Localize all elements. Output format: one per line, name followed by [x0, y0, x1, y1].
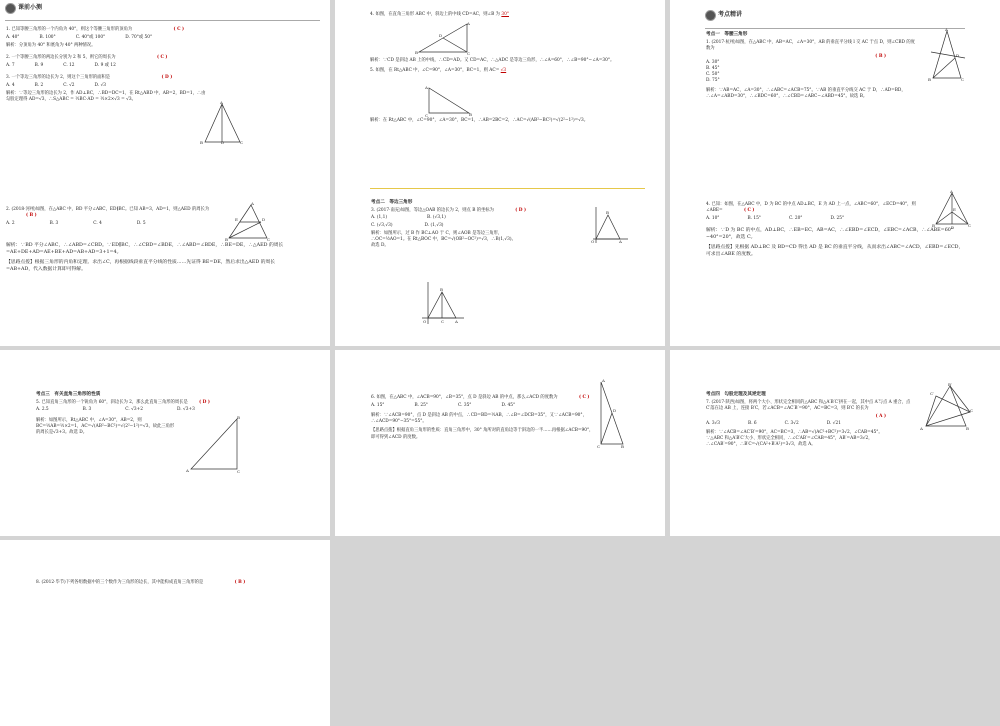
topic-heading: 考点三 有关直角三角形的性质: [36, 392, 101, 397]
answer: ( C ): [156, 55, 168, 61]
explanation: 解析：如图所示，Rt△ABC 中，∠A=30°，AB=2，则 BC=½AB=½×2=1，AC=√(AB²−BC²)=√(2²−1²)=√3，故此三角形的周长是√3+3。故选 D。: [36, 417, 175, 436]
explanation-block: [370, 118, 650, 126]
answer: ( D ): [515, 207, 527, 213]
option: A. 2.5: [36, 407, 49, 413]
option: A. (1,1): [371, 215, 388, 221]
slide-4-content-b: [6, 243, 296, 275]
option: D. √3+3: [176, 407, 195, 413]
svg-text:D: D: [956, 53, 960, 58]
option: B. 9: [34, 62, 44, 68]
option: C. 20°: [788, 215, 803, 221]
explanation: 解析：∵CD 是斜边 AB 上的中线，∴CD=AD。又 CD=AC，∴△ADC 是等边三角形，∴∠A=60°，∴∠B=90°−∠A=30°。: [370, 58, 615, 63]
svg-text:D: D: [221, 140, 225, 145]
option: D. 25°: [830, 215, 845, 221]
slide-10: [0, 540, 330, 726]
section-logo: [5, 3, 42, 14]
svg-text:B: B: [966, 426, 969, 431]
svg-text:C: C: [467, 51, 471, 56]
slide-2: [335, 0, 665, 186]
tip: 【思路点拨】根据直角三角形的性质：直角三角形中，30° 角所对的直角边等于斜边的一半……再根据∠ACB=90°，即可得到∠ACD 的度数。: [371, 428, 594, 440]
slide-4-content: [6, 207, 221, 241]
two-triangles-figure: [920, 382, 975, 432]
isosceles-triangle-figure: [925, 28, 970, 83]
section-logo: [705, 10, 742, 21]
explanation: 解析：∵D 为 BC 的中点，AD⊥BC，∴EB=EC，AB=AC，∴∠EBD=∠ECD，∠EBC=∠ACB，∴∠ABE=60°−40°=20°，故选 C。: [706, 228, 954, 240]
section-header: 考点精讲: [718, 11, 743, 19]
question-text: 3. (2017·南充)如图，等边△OAB 的边长为 2，则点 B 的坐标为: [371, 207, 494, 213]
svg-text:A: A: [467, 22, 470, 26]
svg-text:C: C: [267, 237, 271, 242]
option: C. (√3,√3): [371, 222, 393, 228]
svg-text:D: D: [613, 408, 617, 413]
svg-text:B: B: [225, 237, 228, 242]
question-text: 7. (2017·陕西)如图，将两个大小、形状完全相同的△ABC 和△A′B′C′拼在一起，其中点 A′与点 A 重合，点 C′落在边 AB 上，连接 B′C，若∠ACB=∠AC′B′=90°，AC=BC=3，则 B′C 的长为: [706, 399, 911, 411]
option: D. 75°: [706, 78, 720, 84]
question-text: 5. 如图，在 Rt△ABC 中，∠C=90°，∠A=30°，BC=1，则 AC=: [370, 68, 500, 74]
svg-text:E: E: [235, 217, 238, 222]
option: B. 3: [49, 220, 59, 226]
explanation: 解析：在 Rt△ABC 中，∠C=90°，∠A=30°，BC=1，∴AB=2BC=2，∴AC=√(AB²−BC²)=√(2²−1²)=√3。: [370, 118, 589, 123]
svg-text:A: A: [602, 378, 605, 383]
option: C. 3√2: [784, 420, 799, 426]
question-text: 1. 已知等腰三角形的一个内角为 40°，则这个等腰三角形的顶角为: [6, 27, 133, 32]
right-triangle-figure: [425, 85, 475, 117]
option: B. 3: [82, 407, 92, 413]
triangle-figure: [932, 190, 972, 230]
question-text: 5. 已知直角三角形的一个锐角为 60°，斜边长为 2，那么此直角三角形的周长是: [36, 399, 188, 405]
svg-text:B: B: [200, 140, 203, 145]
option: C. 4: [93, 220, 102, 226]
option: D. √3: [94, 82, 107, 88]
slide-6-content: [706, 202, 926, 228]
svg-text:B: B: [606, 210, 609, 215]
slide-2-content: [370, 12, 650, 20]
svg-text:B′: B′: [948, 382, 952, 387]
explanation: 解析：∵AB=AC，∠A=30°，∴∠ABC=∠ACB=75°。∵AB 的垂直平分线交 AC 于 D，∴AD=BD，∴∠A=∠ABD=30°，∴∠BDC=60°，∴∠CBD=∠ABC−∠ABD=45°。故选 B。: [706, 87, 906, 99]
option: A. 15°: [371, 402, 385, 408]
question-text: 6. 如图，在△ABC 中，∠ACB=90°，∠B=35°，点 D 是斜边 AB 的中点，那么∠ACD 的度数为: [371, 395, 558, 400]
svg-text:A: A: [920, 426, 923, 431]
option: B. (√3,1): [427, 215, 446, 221]
slide-9-content: [706, 392, 911, 450]
option: D. 5: [136, 220, 146, 226]
right-triangle-figure: [415, 22, 475, 57]
slide-3: [670, 0, 1000, 186]
slide-9: [670, 350, 1000, 536]
coordinate-triangle-figure: [420, 280, 465, 325]
question-text: 2. (2018·河州)如图，在△ABC 中，BD 平分∠ABC，ED∥BC。已知 AB=3，AD=1，则△AED 的周长为: [6, 207, 210, 212]
svg-text:D: D: [439, 33, 443, 38]
option: B. 100°: [39, 34, 56, 40]
answer: ( C ): [578, 395, 590, 400]
svg-text:B: B: [415, 50, 418, 55]
svg-text:D: D: [262, 217, 266, 222]
svg-text:B: B: [932, 223, 935, 228]
svg-text:D: D: [951, 225, 955, 230]
explanation: 解析：∵∠ACB=∠AC′B′=90°，AC=BC=3，∴AB=√(AC²+BC²)=3√2，∠CAB=45°。∵△ABC 和△A′B′C′大小、形状完全相同，∴∠C′AB′=∠CAB=45°，AB′=AB=3√2，∴∠CAB′=90°，∴B′C=√(CA²+B′A²)=3√3，故选 A。: [706, 430, 883, 448]
explanation: 解析：∵BD 平分∠ABC，∴∠ABD=∠CBD。∵ED∥BC，∴∠CBD=∠BDE，∴∠ABD=∠BDE，∴BE=DE，∴△AED 的周长=AE+DE+AD=AE+BE+AD=AB+AD=3+1=4。: [6, 243, 284, 255]
question-text: 4. 如图，在直角三角形 ABC 中，斜边上的中线 CD=AC，则∠B 为: [370, 12, 500, 17]
svg-text:C: C: [968, 223, 972, 228]
badge-icon: [5, 3, 16, 14]
explanation: 解析：∵∠ACB=90°，点 D 是斜边 AB 的中点，∴CD=BD=½AB，∴∠B=∠DCB=35°，又∵∠ACB=90°，∴∠ACD=90°−35°=55°。: [371, 412, 587, 425]
option: B. 15°: [747, 215, 761, 221]
option: A. 10°: [706, 215, 720, 221]
header-bar: [370, 188, 645, 189]
svg-text:O: O: [591, 239, 595, 244]
section-header: 课前小测: [18, 4, 43, 12]
svg-text:A: A: [220, 100, 223, 105]
option: D. 45°: [501, 402, 516, 408]
explanation: 解析：如图所示，过 B 作 BC⊥AO 于 C，则∠AOB 是等边三角形，∴OC=½AO=1。在 Rt△BOC 中，BC=√(OB²−OC²)=√3，∴B(1,√3)。故选 D。: [371, 230, 516, 249]
option: A. 7: [6, 62, 15, 68]
slide-7: [0, 350, 330, 536]
svg-text:C: C: [961, 77, 965, 82]
svg-text:B: B: [440, 287, 443, 292]
divider: [5, 20, 320, 21]
svg-text:O: O: [423, 319, 427, 324]
slide-3-content: [706, 32, 916, 102]
option: C. 40°或 100°: [75, 34, 106, 40]
svg-text:C: C: [597, 444, 601, 449]
option: D. 9 或 12: [94, 62, 116, 68]
question-text: 2. 一个等腰三角形的两边长分别为 2 和 5，则它的周长为: [6, 55, 116, 61]
option: C. √3+2: [125, 407, 143, 413]
question-text: 8. (2012·毕节)下列各组数据中的三个数作为三角形的边长，其中能构成直角三角形的是: [36, 580, 204, 585]
svg-text:C: C: [970, 408, 974, 413]
answer: ( A ): [875, 413, 886, 419]
svg-text:B: B: [928, 77, 931, 82]
option: B. 45°: [706, 66, 720, 72]
option: A. 4: [6, 82, 15, 88]
slide-6: [670, 160, 1000, 346]
topic-heading: 考点四 勾股定理及其逆定理: [706, 392, 766, 397]
question-text: 3. 一个等边三角形的边长为 2，则这个三角形的面积是: [6, 75, 111, 81]
svg-text:B: B: [621, 444, 624, 449]
slide-1: [0, 0, 330, 186]
slide-5: [335, 160, 665, 346]
svg-text:C: C: [425, 113, 429, 117]
svg-text:A: A: [950, 190, 953, 194]
svg-text:A: A: [251, 202, 254, 206]
explanation: 解析：分顶角为 40° 和底角为 40° 两种情况。: [6, 42, 96, 48]
option: B. 6: [748, 420, 757, 426]
triangle-figure: [225, 202, 273, 244]
option: C. 35°: [457, 402, 472, 408]
option: C. √2: [63, 82, 75, 88]
answer: ( D ): [161, 75, 173, 81]
option: B. 2: [34, 82, 44, 88]
answer: ( C ): [173, 27, 185, 32]
tip: 【思路点拨】先根据 AD⊥BC 及 BD=CD 得出 AD 是 BC 的垂直平分线，从而求出∠ABC=∠ACD，∠EBD=∠ECD，可求出∠ABE 的度数。: [706, 244, 964, 257]
svg-text:C: C: [441, 319, 445, 324]
svg-text:A: A: [619, 239, 622, 244]
option: D. 70°或 50°: [125, 34, 153, 40]
svg-text:C: C: [240, 140, 244, 145]
option: B. 25°: [414, 402, 428, 408]
option: D. √21: [826, 420, 841, 426]
right-triangle-figure: [597, 378, 627, 450]
answer: 30°: [501, 12, 509, 17]
coordinate-triangle-figure: [590, 205, 630, 245]
topic-heading: 考点一 等腰三角形: [706, 32, 748, 37]
question-text: 4. 已知：如图，在△ABC 中，D 为 BC 的中点 AD⊥BC，E 为 AD 上一点，∠ABC=60°，∠ECD=40°，则∠ABE=: [706, 202, 916, 214]
svg-text:A: A: [186, 468, 189, 473]
triangle-figure: [200, 100, 245, 145]
answer: ( C ): [743, 208, 755, 214]
tip: 【思路点拨】根据三角形的内角和定理、求出∠C，再根据线段垂直平分线的性质……先证得 BE=DE，然后求出△AED 的周长=AB+AD，代入数据计算即可得解。: [6, 259, 276, 272]
option: C. 12: [63, 62, 75, 68]
slide-2-content-b: [370, 58, 650, 76]
option: A. 40°: [6, 34, 20, 40]
slide-7-content: [36, 392, 296, 438]
slide-4: [0, 160, 330, 346]
answer: ( B ): [875, 53, 886, 59]
slide-8-content: [371, 395, 596, 442]
explanation: 解析：∵等边三角形的边长为 2，作 AD⊥BC，∴BD=DC=1，在 Rt△ABD 中，AB=2，BD=1，∴由勾股定理得 AD=√3，∴S△ABC = ½BC·AD = ½×2×√3 = √3。: [6, 91, 206, 103]
option: A. 30°: [706, 59, 720, 65]
option: A. 3√3: [706, 420, 721, 426]
answer: ( D ): [199, 399, 210, 405]
slide-1-content: [6, 27, 306, 105]
answer: √3: [500, 68, 507, 74]
option: A. 2: [6, 220, 15, 226]
topic-heading: 考点二 等边三角形: [371, 200, 413, 205]
option: D. (1,√3): [424, 222, 444, 228]
svg-text:A: A: [945, 28, 948, 32]
slide-6-content-b: [706, 228, 966, 260]
answer: ( B ): [26, 213, 37, 219]
question-text: 1. (2017·杭州)如图，在△ABC 中，AB=AC，∠A=30°，AB 的垂直平分线 l 交 AC 于点 D，则∠CBD 的度数为: [706, 39, 915, 51]
svg-text:E: E: [953, 207, 956, 212]
answer: ( B ): [234, 580, 246, 585]
slide-10-content: [36, 580, 276, 588]
slide-8: [335, 350, 665, 536]
svg-text:C: C: [237, 469, 241, 474]
svg-text:B: B: [469, 112, 472, 117]
right-triangle-figure: [185, 415, 245, 475]
svg-text:A: A: [425, 85, 428, 90]
svg-text:C′: C′: [930, 391, 934, 396]
svg-text:B: B: [237, 415, 240, 420]
slide-5-content: [371, 200, 571, 251]
badge-icon: [705, 10, 716, 21]
svg-text:A: A: [455, 319, 458, 324]
option: C. 50°: [706, 72, 720, 78]
